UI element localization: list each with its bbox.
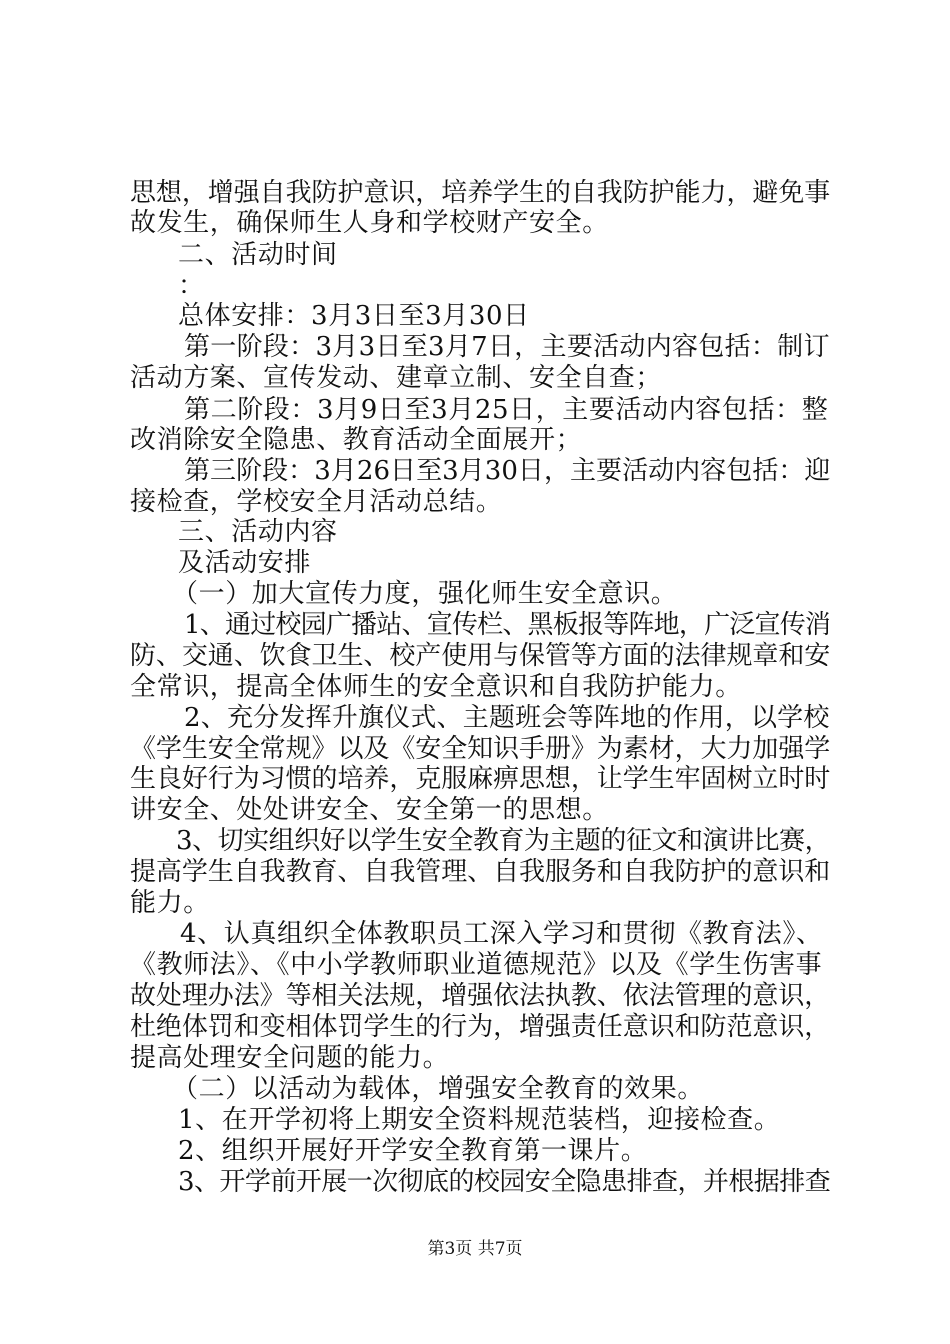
text-line: 1、在开学初将上期安全资料规范装档，迎接检查。 xyxy=(178,1105,781,1135)
text-line: 讲安全、处处讲安全、安全第一的思想。 xyxy=(130,795,609,825)
text-line: 3、开学前开展一次彻底的校园安全隐患排查，并根据排查 xyxy=(178,1167,831,1197)
text-line: 3、切实组织好以学生安全教育为主题的征文和演讲比赛， xyxy=(176,826,831,856)
section-heading: 三、活动内容 xyxy=(178,517,338,547)
text-line: 杜绝体罚和变相体罚学生的行为，增强责任意识和防范意识， xyxy=(130,1012,831,1042)
text-line: 及活动安排 xyxy=(178,548,312,578)
text-line: 4、认真组织全体教职员工深入学习和贯彻《教育法》、 xyxy=(180,919,823,949)
text-line: 全常识，提高全体师生的安全意识和自我防护能力。 xyxy=(130,672,742,702)
text-line: 总体安排：3月3日至3月30日 xyxy=(178,301,530,331)
text-line: 《学生安全常规》以及《安全知识手册》为素材，大力加强学 xyxy=(130,734,831,764)
text-line: 改消除安全隐患、教育活动全面展开； xyxy=(130,425,583,455)
section-heading: 二、活动时间 xyxy=(178,240,338,270)
text-line: 《教师法》、《中小学教师职业道德规范》以及《学生伤害事 xyxy=(130,950,823,980)
text-line: 提高学生自我教育、自我管理、自我服务和自我防护的意识和 xyxy=(130,857,831,887)
text-line: 故发生，确保师生人身和学校财产安全。 xyxy=(130,208,609,238)
text-line: 第二阶段：3月9日至3月25日，主要活动内容包括：整 xyxy=(184,395,829,425)
text-line: 生良好行为习惯的培养，克服麻痹思想，让学生牢固树立时时 xyxy=(130,764,831,794)
text-line: 防、交通、饮食卫生、校产使用与保管等方面的法律规章和安 xyxy=(130,641,831,671)
text-line: 故处理办法》等相关法规，增强依法执教、依法管理的意识， xyxy=(130,981,831,1011)
text-line: 接检查，学校安全月活动总结。 xyxy=(130,487,503,517)
text-line: 提高处理安全问题的能力。 xyxy=(130,1043,450,1073)
text-line: 1、通过校园广播站、宣传栏、黑板报等阵地，广泛宣传消 xyxy=(184,610,831,640)
subsection-heading: （一）加大宣传力度，强化师生安全意识。 xyxy=(172,579,678,609)
text-line: 活动方案、宣传发动、建章立制、安全自查； xyxy=(130,363,663,393)
text-line: 思想，增强自我防护意识，培养学生的自我防护能力，避免事 xyxy=(130,178,831,208)
page-number-footer: 第3页 共7页 xyxy=(427,1239,523,1259)
text-line: 能力。 xyxy=(130,888,210,918)
text-line: 2、充分发挥升旗仪式、主题班会等阵地的作用，以学校 xyxy=(184,703,830,733)
text-line: 第三阶段：3月26日至3月30日，主要活动内容包括：迎 xyxy=(184,456,831,486)
text-line: 2、组织开展好开学安全教育第一课片。 xyxy=(178,1136,648,1166)
subsection-heading: （二）以活动为载体，增强安全教育的效果。 xyxy=(172,1074,705,1104)
text-line: ： xyxy=(178,271,205,301)
text-line: 第一阶段：3月3日至3月7日，主要活动内容包括：制订 xyxy=(184,332,830,362)
